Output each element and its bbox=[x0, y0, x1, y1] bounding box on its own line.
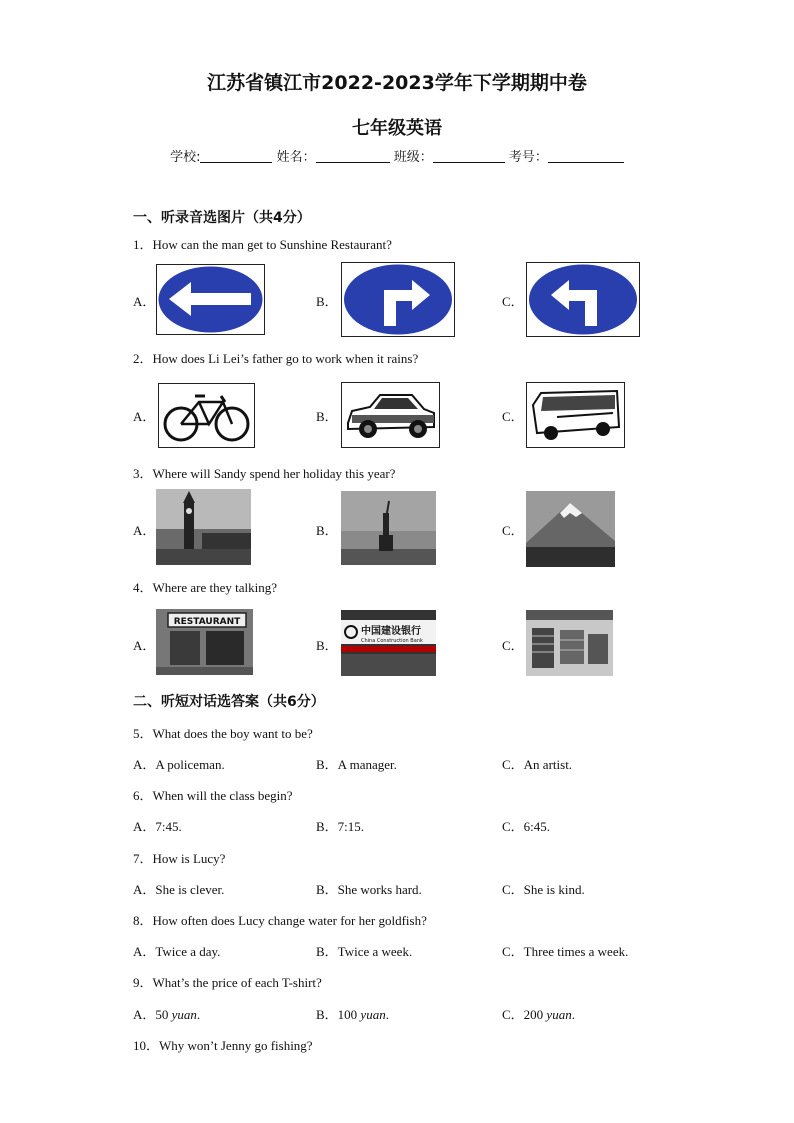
option-label: C． bbox=[502, 638, 524, 653]
unit-text: yuan bbox=[546, 1007, 572, 1022]
option-c[interactable]: C．6:45. bbox=[502, 819, 551, 834]
unit-text: yuan bbox=[360, 1007, 386, 1022]
number-label: 考号： bbox=[508, 150, 548, 165]
question-10: 10．Why won’t Jenny go fishing? bbox=[133, 1038, 313, 1053]
option-label: B． bbox=[316, 294, 338, 309]
car-icon[interactable] bbox=[341, 382, 440, 448]
restaurant-photo-icon[interactable] bbox=[156, 609, 253, 675]
period: . bbox=[385, 1007, 389, 1022]
option-label: C． bbox=[502, 294, 524, 309]
bank-sign: 中国建设银行 bbox=[361, 626, 421, 637]
class-blank[interactable] bbox=[433, 149, 505, 163]
bookstore-photo-icon[interactable] bbox=[526, 610, 613, 676]
option-label: A． bbox=[133, 523, 156, 538]
statue-of-liberty-photo-icon[interactable] bbox=[341, 491, 436, 565]
option-c[interactable]: C．An artist. bbox=[502, 757, 573, 772]
option-label: B． bbox=[316, 523, 338, 538]
number-blank[interactable] bbox=[548, 149, 624, 163]
section1-heading: 一、听录音选图片（共4分） bbox=[133, 210, 311, 226]
mount-fuji-photo-icon[interactable] bbox=[526, 491, 615, 567]
option-a[interactable] bbox=[133, 1004, 200, 1023]
turn-left-sign-icon[interactable] bbox=[526, 262, 640, 337]
question-2: 2．How does Li Lei’s father go to work when it rains? bbox=[133, 351, 419, 366]
option-text: A．50 bbox=[133, 1007, 172, 1022]
option-c[interactable] bbox=[502, 1004, 575, 1023]
student-info-line bbox=[0, 146, 794, 165]
bicycle-icon[interactable] bbox=[158, 383, 255, 448]
restaurant-sign: RESTAURANT bbox=[173, 617, 241, 627]
unit-text: yuan bbox=[171, 1007, 197, 1022]
question-1: 1．How can the man get to Sunshine Restaurant? bbox=[133, 237, 392, 252]
option-a[interactable]: A．A policeman. bbox=[133, 757, 225, 772]
option-label: B． bbox=[316, 409, 338, 424]
question-6: 6．When will the class begin? bbox=[133, 788, 293, 803]
question-5: 5．What does the boy want to be? bbox=[133, 726, 313, 741]
option-b[interactable]: B．Twice a week. bbox=[316, 944, 413, 959]
bank-photo-icon[interactable] bbox=[341, 610, 436, 676]
option-a[interactable]: A．Twice a day. bbox=[133, 944, 221, 959]
option-c[interactable]: C．Three times a week. bbox=[502, 944, 629, 959]
option-label: B． bbox=[316, 638, 338, 653]
option-label: A． bbox=[133, 409, 156, 424]
option-text: B．100 bbox=[316, 1007, 361, 1022]
exam-title: 江苏省镇江市2022-2023学年下学期期中卷 bbox=[207, 72, 587, 94]
period: . bbox=[571, 1007, 575, 1022]
big-ben-photo-icon[interactable] bbox=[156, 489, 251, 565]
question-7: 7．How is Lucy? bbox=[133, 851, 226, 866]
option-label: A． bbox=[133, 638, 156, 653]
option-b[interactable]: B．She works hard. bbox=[316, 882, 422, 897]
option-b[interactable] bbox=[316, 1004, 389, 1023]
option-label: C． bbox=[502, 523, 524, 538]
left-arrow-sign-icon[interactable] bbox=[156, 264, 265, 335]
question-9: 9．What’s the price of each T-shirt? bbox=[133, 975, 322, 990]
option-c[interactable]: C．She is kind. bbox=[502, 882, 585, 897]
question-3: 3．Where will Sandy spend her holiday this year? bbox=[133, 466, 396, 481]
school-label: 学校: bbox=[170, 150, 201, 165]
class-label: 班级： bbox=[393, 150, 433, 165]
option-text: C．200 bbox=[502, 1007, 547, 1022]
option-a[interactable]: A．7:45. bbox=[133, 819, 182, 834]
question-8: 8．How often does Lucy change water for her goldfish? bbox=[133, 913, 427, 928]
option-a[interactable]: A．She is clever. bbox=[133, 882, 225, 897]
name-blank[interactable] bbox=[316, 149, 390, 163]
option-label: A． bbox=[133, 294, 156, 309]
bus-icon[interactable] bbox=[526, 382, 625, 448]
school-blank[interactable] bbox=[200, 149, 272, 163]
option-b[interactable]: B．A manager. bbox=[316, 757, 397, 772]
turn-right-sign-icon[interactable] bbox=[341, 262, 455, 337]
period: . bbox=[196, 1007, 201, 1022]
option-b[interactable]: B．7:15. bbox=[316, 819, 365, 834]
exam-subtitle: 七年级英语 bbox=[352, 118, 442, 139]
question-4: 4．Where are they talking? bbox=[133, 580, 278, 595]
section2-heading: 二、听短对话选答案（共6分） bbox=[133, 694, 325, 710]
option-label: C． bbox=[502, 409, 524, 424]
bank-sign-english: China Construction Bank bbox=[361, 638, 423, 644]
name-label: 姓名： bbox=[276, 150, 316, 165]
